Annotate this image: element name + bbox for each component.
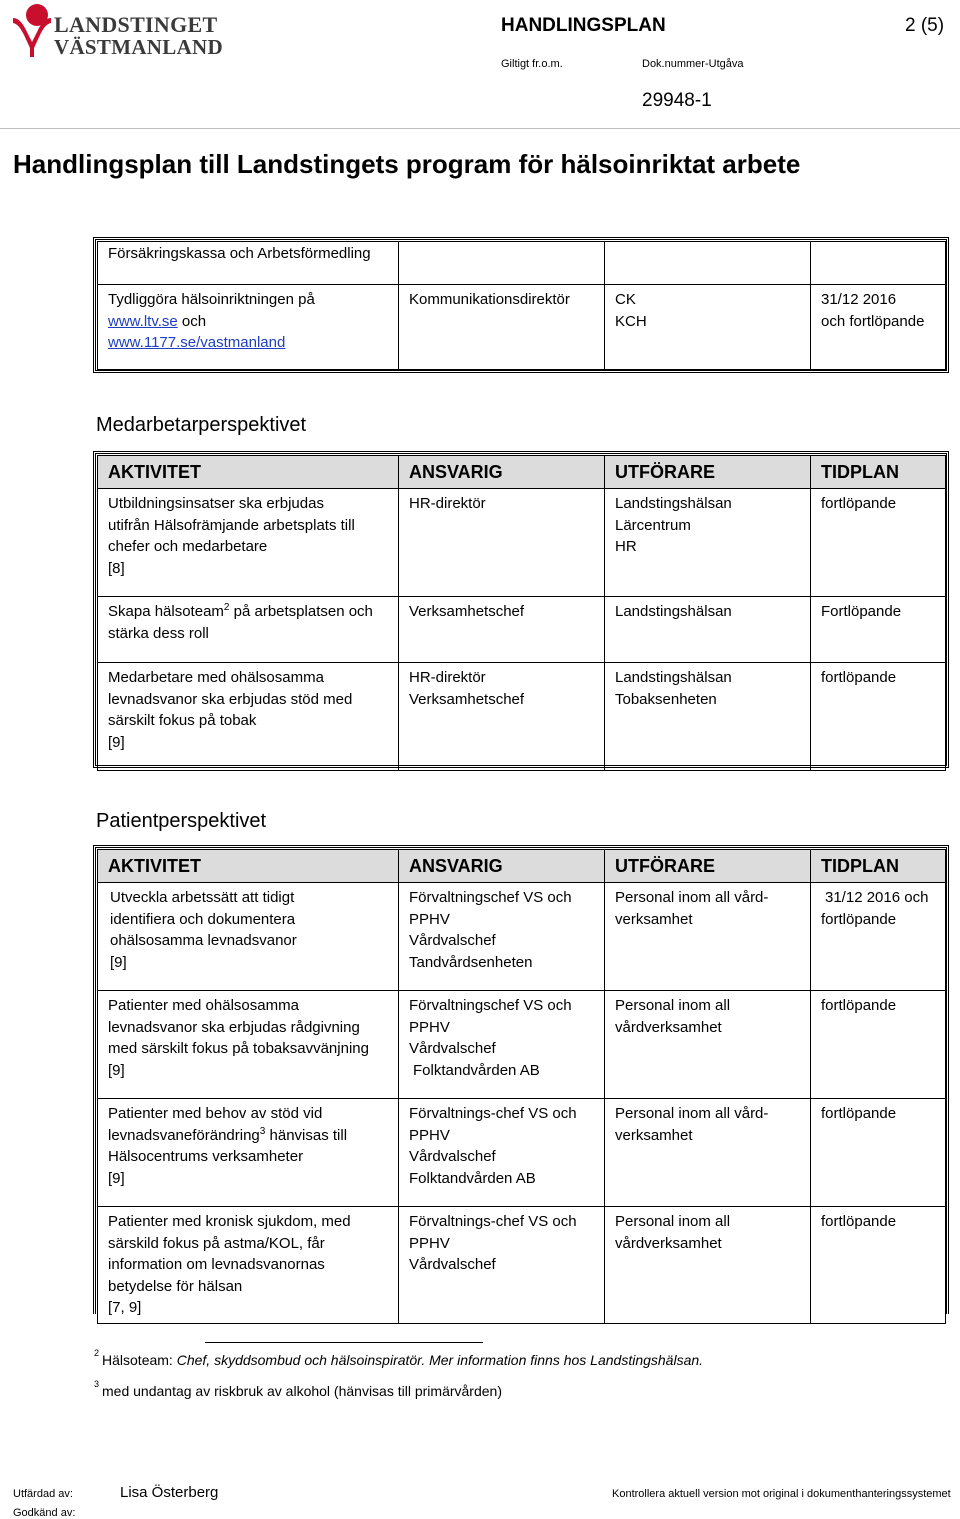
responsible-cell	[399, 285, 605, 370]
table-row	[98, 663, 946, 771]
table-row	[98, 1207, 946, 1324]
responsible-text: Folktandvården AB	[413, 1061, 540, 1079]
ltv-link[interactable]: www.ltv.se	[108, 312, 178, 330]
activity-text: Hälsocentrums verksamheter	[108, 1148, 304, 1165]
activity-cell	[98, 1099, 399, 1207]
reference-text: [9]	[108, 733, 125, 751]
table-row	[98, 991, 946, 1099]
timeline-cell	[811, 1099, 946, 1207]
timeline-cell	[811, 1207, 946, 1324]
document-number-label: Dok.nummer-Utgåva	[642, 58, 744, 70]
activity-text: med särskilt fokus på tobaksavvänjning	[108, 1040, 369, 1057]
activity-text: särskild fokus på astma/KOL, får	[108, 1234, 325, 1252]
footnote-separator	[205, 1342, 483, 1343]
activity-text: levnadsvanor ska erbjudas stöd med	[108, 690, 353, 708]
table-row	[98, 597, 946, 663]
responsible-text: Vårdvalschef	[409, 1040, 496, 1057]
activity-text: betydelse för hälsan	[108, 1277, 243, 1295]
table-row	[98, 285, 946, 370]
activity-text: ohälsosamma levnadsvanor	[110, 932, 297, 949]
responsible-text: Förvaltningschef VS och	[409, 889, 572, 906]
performer-cell	[605, 1207, 811, 1324]
performer-text: Personal inom all	[615, 997, 731, 1014]
footnote-text: med undantag av riskbruk av alkohol (hänvisas till primärvården)	[102, 1383, 502, 1399]
timeline-cell	[811, 489, 946, 597]
performer-cell	[605, 883, 811, 991]
timeline-text: fortlöpande	[821, 1105, 897, 1122]
responsible-text: Verksamhetschef	[409, 603, 525, 620]
performer-text: Tobaksenheten	[615, 690, 717, 708]
responsible-text: Verksamhetschef	[409, 690, 525, 708]
timeline-cell	[811, 285, 946, 370]
activity-text: på arbetsplatsen och	[229, 603, 373, 620]
logo-emblem-icon	[10, 2, 54, 58]
footnote-3	[94, 1379, 502, 1399]
responsible-cell	[399, 991, 605, 1099]
responsible-text: HR-direktör	[409, 669, 486, 686]
column-header-responsible: ANSVARIG	[399, 850, 605, 883]
table-header-row	[98, 456, 946, 489]
reference-text: [7, 9]	[108, 1299, 142, 1316]
organization-logo	[10, 2, 230, 58]
column-header-responsible: ANSVARIG	[399, 456, 605, 489]
responsible-text: Folktandvården AB	[409, 1169, 536, 1187]
performer-text: vårdverksamhet	[615, 1018, 722, 1036]
approved-by-label: Godkänd av:	[13, 1507, 76, 1519]
footnote-label: Hälsoteam:	[102, 1352, 177, 1368]
table-row	[98, 242, 946, 285]
responsible-text: PPHV	[409, 1018, 450, 1036]
responsible-cell	[399, 663, 605, 771]
performer-cell	[605, 991, 811, 1099]
table-row	[98, 883, 946, 991]
timeline-cell	[811, 597, 946, 663]
activity-cell	[98, 991, 399, 1099]
timeline-text: Fortlöpande	[821, 603, 902, 620]
timeline-text: fortlöpande	[821, 910, 897, 928]
responsible-cell	[399, 597, 605, 663]
employee-table	[97, 455, 946, 771]
activity-text: hänvisas till	[265, 1126, 348, 1144]
performer-cell	[605, 663, 811, 771]
performer-cell	[605, 1099, 811, 1207]
performer-cell	[605, 242, 811, 285]
performer-text: Personal inom all	[615, 1213, 731, 1230]
page-title: Handlingsplan till Landstingets program för hälsoinriktat arbete	[13, 149, 801, 179]
column-header-timeline: TIDPLAN	[811, 456, 946, 489]
1177-link[interactable]: www.1177.se/vastmanland	[108, 334, 286, 351]
performer-text: Personal inom all vård-	[615, 1105, 769, 1122]
performer-text: HR	[615, 538, 637, 555]
responsible-text: PPHV	[409, 1234, 450, 1252]
timeline-text: 31/12 2016 och	[825, 889, 929, 906]
timeline-cell	[811, 663, 946, 771]
section-title-employee: Medarbetarperspektivet	[96, 414, 307, 436]
activity-text: Utbildningsinsatser ska erbjudas	[108, 495, 324, 512]
version-notice: Kontrollera aktuell version mot original i dokumenthanteringssystemet	[612, 1488, 951, 1500]
activity-cell	[98, 242, 399, 285]
column-header-timeline: TIDPLAN	[811, 850, 946, 883]
performer-text: verksamhet	[615, 910, 693, 928]
footnote-number: 2	[94, 1348, 100, 1358]
performer-cell	[605, 597, 811, 663]
activity-text: särskilt fokus på tobak	[108, 712, 257, 729]
responsible-text: Vårdvalschef	[409, 1148, 496, 1165]
timeline-text: fortlöpande	[821, 997, 897, 1014]
performer-text: KCH	[615, 312, 647, 330]
valid-from-label: Giltigt fr.o.m.	[501, 58, 563, 70]
activity-text: Patienter med ohälsosamma	[108, 997, 299, 1014]
activity-cell	[98, 883, 399, 991]
responsible-text: Förvaltnings-chef VS och	[409, 1213, 577, 1230]
timeline-text: och fortlöpande	[821, 312, 925, 330]
activity-text: utifrån Hälsofrämjande arbetsplats till	[108, 516, 355, 534]
performer-text: Landstingshälsan	[615, 603, 732, 620]
activity-text: chefer och medarbetare	[108, 538, 268, 555]
timeline-text: fortlöpande	[821, 669, 897, 686]
reference-text: [9]	[108, 1061, 125, 1079]
footnote-2	[94, 1348, 704, 1368]
footnote-text: Chef, skyddsombud och hälsoinspiratör. Mer information finns hos Landstingshälsan.	[176, 1352, 704, 1368]
activity-text: Tydliggöra hälsoinriktningen på	[108, 291, 315, 308]
table-header-row	[98, 850, 946, 883]
responsible-cell	[399, 489, 605, 597]
activity-text: Försäkringskassa och Arbetsförmedling	[108, 245, 371, 262]
footnote-ref: 2	[223, 602, 230, 613]
responsible-text: PPHV	[409, 910, 450, 928]
document-type: HANDLINGSPLAN	[501, 15, 666, 36]
activity-text: Patienter med kronisk sjukdom, med	[108, 1213, 351, 1230]
activity-text: levnadsvanor ska erbjudas rådgivning	[108, 1018, 360, 1036]
activity-text: Medarbetare med ohälsosamma	[108, 669, 324, 686]
performer-text: Landstingshälsan	[615, 669, 732, 686]
timeline-cell	[811, 242, 946, 285]
timeline-text: fortlöpande	[821, 1213, 897, 1230]
performer-text: vårdverksamhet	[615, 1234, 722, 1252]
issued-by-label: Utfärdad av:	[13, 1488, 73, 1500]
page-number: 2 (5)	[905, 15, 945, 36]
timeline-cell	[811, 991, 946, 1099]
responsible-text: Kommunikationsdirektör	[409, 291, 570, 308]
patient-table	[97, 849, 946, 1324]
logo-text-line2: VÄSTMANLAND	[54, 35, 223, 59]
performer-text: Lärcentrum	[615, 516, 691, 534]
responsible-text: HR-direktör	[409, 495, 486, 512]
responsible-cell	[399, 1099, 605, 1207]
activity-cell	[98, 663, 399, 771]
top-table	[97, 241, 946, 370]
activity-text: information om levnadsvanornas	[108, 1256, 325, 1273]
responsible-cell	[399, 1207, 605, 1324]
performer-text: CK	[615, 291, 636, 308]
table-row	[98, 1099, 946, 1207]
reference-text: [8]	[108, 559, 125, 577]
activity-cell	[98, 285, 399, 370]
performer-text: Personal inom all vård-	[615, 889, 769, 906]
responsible-text: Förvaltnings-chef VS och	[409, 1105, 577, 1122]
issued-by-name: Lisa Österberg	[120, 1484, 219, 1501]
responsible-text: Vårdvalschef	[409, 932, 496, 949]
activity-text: Utveckla arbetssätt att tidigt	[110, 889, 295, 906]
section-title-patient: Patientperspektivet	[96, 810, 267, 832]
document-number: 29948-1	[642, 90, 712, 111]
timeline-cell	[811, 883, 946, 991]
activity-text: levnadsvaneförändring	[108, 1126, 260, 1144]
column-header-activity: AKTIVITET	[98, 850, 399, 883]
activity-cell	[98, 489, 399, 597]
activity-cell	[98, 1207, 399, 1324]
reference-text: [9]	[108, 1169, 125, 1187]
performer-text: verksamhet	[615, 1126, 693, 1144]
timeline-text: 31/12 2016	[821, 291, 897, 308]
responsible-cell	[399, 883, 605, 991]
performer-text: Landstingshälsan	[615, 495, 732, 512]
responsible-text: Tandvårdsenheten	[409, 953, 533, 971]
column-header-performer: UTFÖRARE	[605, 850, 811, 883]
timeline-text: fortlöpande	[821, 495, 897, 512]
column-header-performer: UTFÖRARE	[605, 456, 811, 489]
table-row	[98, 489, 946, 597]
responsible-text: PPHV	[409, 1126, 450, 1144]
footnote-ref: 3	[259, 1125, 266, 1137]
responsible-cell	[399, 242, 605, 285]
activity-text: identifiera och dokumentera	[110, 910, 296, 928]
column-header-activity: AKTIVITET	[98, 456, 399, 489]
reference-text: [9]	[110, 953, 127, 971]
activity-text: stärka dess roll	[108, 624, 209, 642]
activity-text: och	[177, 312, 207, 330]
performer-cell	[605, 489, 811, 597]
responsible-text: Förvaltningschef VS och	[409, 997, 572, 1014]
logo-text-line1: LANDSTINGET	[54, 12, 218, 37]
activity-text: Patienter med behov av stöd vid	[108, 1105, 323, 1122]
responsible-text: Vårdvalschef	[409, 1256, 496, 1273]
performer-cell	[605, 285, 811, 370]
footnote-number: 3	[94, 1379, 100, 1389]
header-divider	[0, 128, 960, 129]
activity-text: Skapa hälsoteam	[108, 603, 224, 620]
activity-cell	[98, 597, 399, 663]
